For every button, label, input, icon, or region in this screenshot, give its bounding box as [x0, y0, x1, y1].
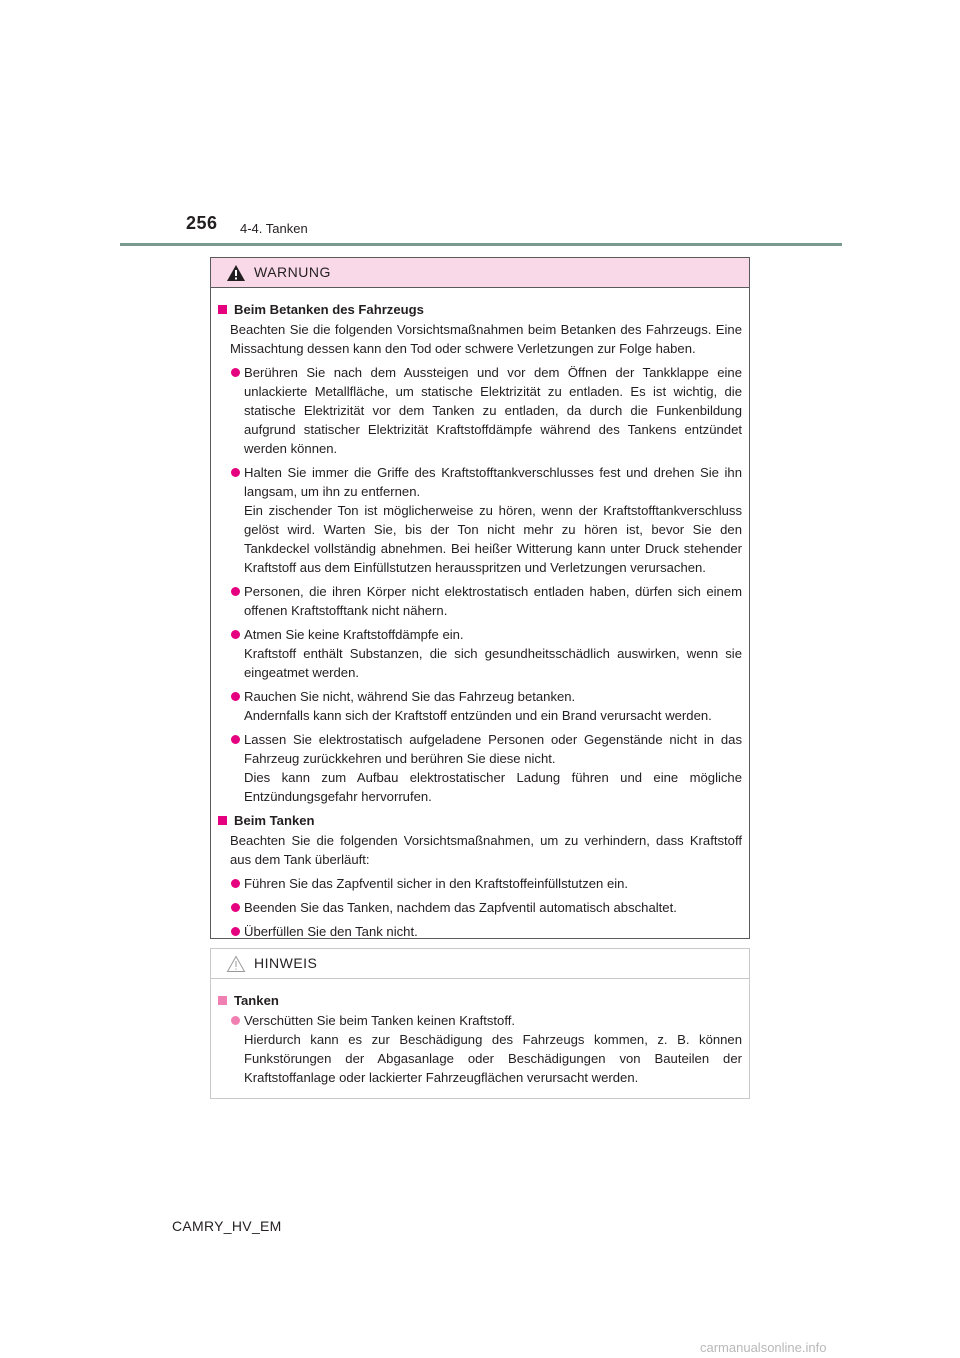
section-heading-text: Beim Betanken des Fahrzeugs	[234, 302, 424, 317]
list-item-paragraph: Dies kann zum Aufbau elektrostatischer Ladung führen und eine mögliche Entzündungsgefahr hervorrufen.	[244, 770, 742, 804]
list-item-text	[244, 922, 742, 941]
warning-body	[211, 288, 749, 941]
list-item-text	[244, 1011, 742, 1087]
list-item	[230, 874, 742, 893]
section-heading	[218, 811, 742, 830]
list-item-paragraph: Führen Sie das Zapfventil sicher in den Kraftstoffeinfüllstutzen ein.	[244, 876, 629, 891]
list-item-paragraph: Rauchen Sie nicht, während Sie das Fahrzeug betanken.	[244, 689, 576, 704]
list-item	[230, 582, 742, 620]
notice-title: HINWEIS	[254, 955, 318, 971]
square-bullet-icon	[218, 996, 227, 1005]
section-heading	[218, 300, 742, 319]
round-bullet-icon	[231, 735, 240, 744]
round-bullet-icon	[231, 368, 240, 377]
square-bullet-icon	[218, 305, 227, 314]
list-item	[230, 922, 742, 941]
round-bullet-icon	[231, 903, 240, 912]
list-item-paragraph: Halten Sie immer die Griffe des Kraftstofftankverschlusses fest und drehen Sie ihn langsam, um ihn zu entfernen.	[244, 465, 742, 499]
round-bullet-icon	[231, 587, 240, 596]
round-bullet-icon	[231, 1016, 240, 1025]
warning-header	[211, 258, 749, 288]
list-item	[230, 687, 742, 725]
list-item	[230, 730, 742, 806]
round-bullet-icon	[231, 879, 240, 888]
round-bullet-icon	[231, 927, 240, 936]
list-item-paragraph: Berühren Sie nach dem Aussteigen und vor dem Öffnen der Tankklappe eine unlackierte Metallfläche, um statische Elektrizität zu entladen. Es ist wichtig, die statische Elektrizität vor dem Tanken zu entladen, da durch die Funkenbildung aufgrund statischer Elektrizität Kraftstoffdämpfe während des Tankens entzündet werden können.	[244, 365, 742, 456]
section-label: 4-4. Tanken	[240, 221, 308, 236]
list-item	[230, 463, 742, 577]
round-bullet-icon	[231, 692, 240, 701]
warning-triangle-icon	[226, 264, 246, 282]
list-item-paragraph: Lassen Sie elektrostatisch aufgeladene Personen oder Gegenstände nicht in das Fahrzeug zurückkehren und berühren Sie diese nicht.	[244, 732, 742, 766]
list-item-text	[244, 898, 742, 917]
list-item	[230, 363, 742, 458]
list-item-text	[244, 730, 742, 806]
header-rule	[120, 243, 842, 246]
list-item-text	[244, 687, 742, 725]
notice-body	[211, 979, 749, 1087]
list-item-text	[244, 625, 742, 682]
warning-title: WARNUNG	[254, 264, 331, 280]
list-item-paragraph: Andernfalls kann sich der Kraftstoff entzünden und ein Brand verursacht werden.	[244, 708, 712, 723]
list-item	[230, 625, 742, 682]
round-bullet-icon	[231, 468, 240, 477]
list-item-paragraph: Überfüllen Sie den Tank nicht.	[244, 924, 418, 939]
page-number: 256	[186, 213, 218, 233]
list-item-paragraph: Verschütten Sie beim Tanken keinen Kraftstoff.	[244, 1013, 516, 1028]
list-item-text	[244, 363, 742, 458]
warning-box	[210, 257, 750, 939]
list-item-paragraph: Beenden Sie das Tanken, nachdem das Zapfventil automatisch abschaltet.	[244, 900, 677, 915]
caution-triangle-outline-icon	[226, 955, 246, 973]
section-intro: Beachten Sie die folgenden Vorsichtsmaßnahmen beim Betanken des Fahrzeugs. Eine Missachtung dessen kann den Tod oder schwere Verletzungen zur Folge haben.	[230, 322, 742, 356]
footer-code: CAMRY_HV_EM	[172, 1218, 282, 1234]
list-item	[230, 1011, 742, 1087]
list-item-paragraph: Atmen Sie keine Kraftstoffdämpfe ein.	[244, 627, 464, 642]
section-heading-text: Beim Tanken	[234, 813, 315, 828]
notice-box	[210, 948, 750, 1099]
section-heading-text: Tanken	[234, 993, 279, 1008]
list-item-paragraph: Personen, die ihren Körper nicht elektrostatisch entladen haben, dürfen sich einem offenen Kraftstofftank nicht nähern.	[244, 584, 742, 618]
watermark: carmanualsonline.info	[700, 1340, 827, 1355]
list-item-paragraph: Ein zischender Ton ist möglicherweise zu hören, wenn der Kraftstofftankverschluss gelöst wird. Warten Sie, bis der Ton nicht mehr zu hören ist, bevor Sie den Tankdeckel vollständig abnehmen. Bei heißer Witterung kann unter Druck stehender Kraftstoff aus dem Einfüllstutzen herausspritzen und Verletzungen verursachen.	[244, 503, 742, 575]
round-bullet-icon	[231, 630, 240, 639]
notice-header	[211, 949, 749, 979]
list-item-paragraph: Hierdurch kann es zur Beschädigung des Fahrzeugs kommen, z. B. können Funkstörungen der Abgasanlage oder Beschädigungen von Bauteilen der Kraftstoffanlage oder lackierter Fahrzeugflächen verursacht werden.	[244, 1032, 742, 1085]
list-item-paragraph: Kraftstoff enthält Substanzen, die sich gesundheitsschädlich auswirken, wenn sie eingeatmet werden.	[244, 646, 742, 680]
list-item-text	[244, 582, 742, 620]
section-heading	[218, 991, 742, 1010]
list-item-text	[244, 463, 742, 577]
list-item	[230, 898, 742, 917]
section-intro: Beachten Sie die folgenden Vorsichtsmaßnahmen, um zu verhindern, dass Kraftstoff aus dem Tank überläuft:	[230, 833, 742, 867]
list-item-text	[244, 874, 742, 893]
square-bullet-icon	[218, 816, 227, 825]
